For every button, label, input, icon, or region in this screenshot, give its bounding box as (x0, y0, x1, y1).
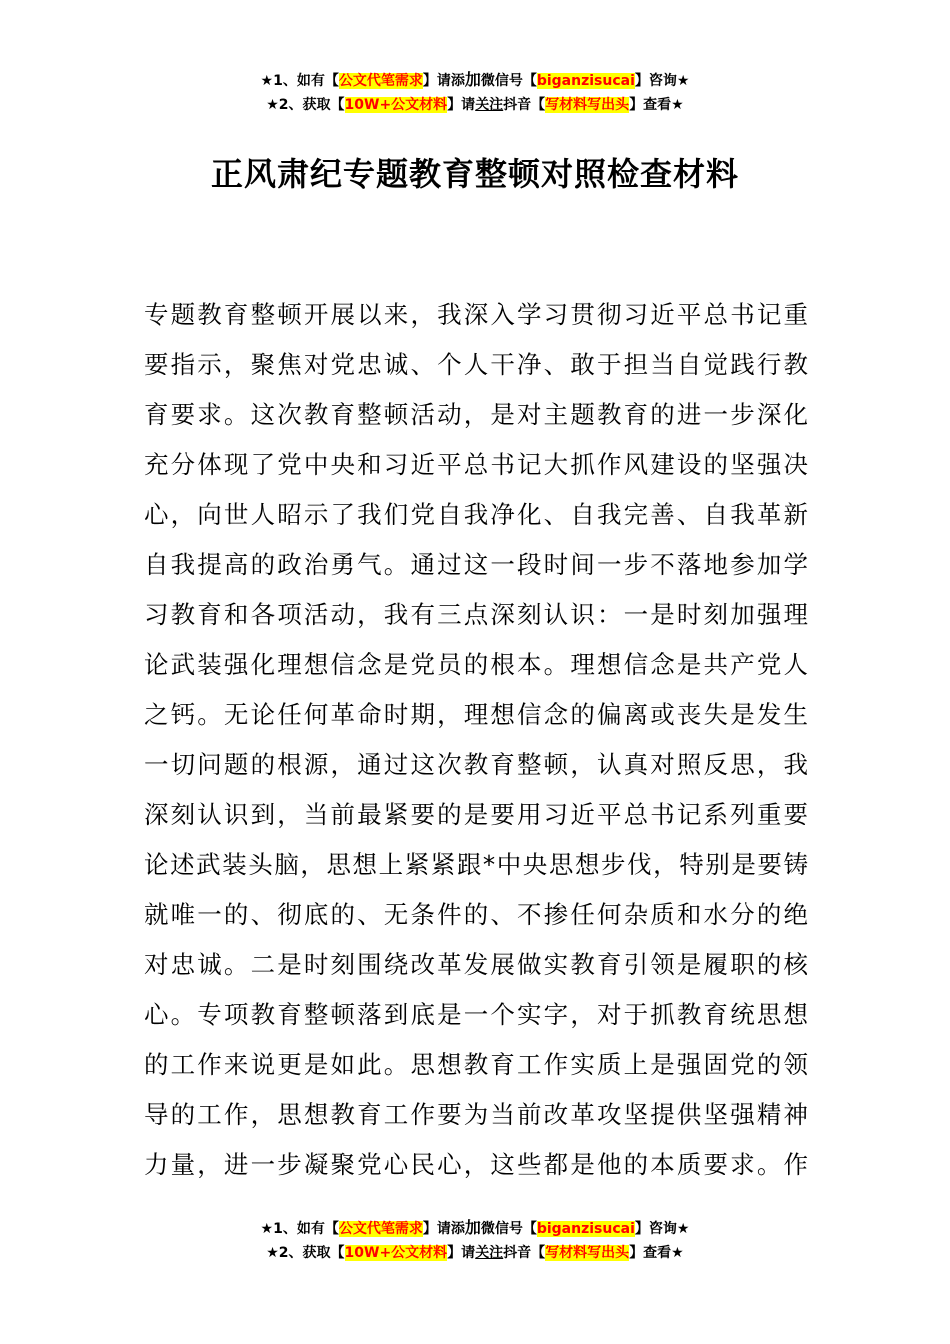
highlight-douyin-account: 写材料写出头 (545, 97, 630, 113)
footer-banner-line-1 (0, 1216, 950, 1241)
banner-text: 】查看★ (629, 97, 684, 113)
body-line: 导的工作，思想教育工作要为当前改革攻坚提供坚强精神 (144, 1100, 808, 1129)
banner-emphasis: 加 (464, 1218, 481, 1237)
body-line: 自我提高的政治勇气。通过这一段时间一步不落地参加学 (144, 550, 808, 579)
banner-text: 】请添 (422, 73, 465, 89)
banner-text: 抖音【 (503, 97, 546, 113)
header-banner-line-2 (0, 93, 950, 117)
banner-text: 】查看★ (629, 1245, 684, 1261)
banner-text: ★2、获取【 (266, 97, 345, 113)
body-line: 论述武装头脑，思想上紧紧跟*中央思想步伐，特别是要铸 (144, 850, 808, 879)
footer-banner (0, 1216, 950, 1265)
body-line: 心，向世人昭示了我们党自我净化、自我完善、自我革新 (144, 500, 808, 529)
highlight-writing-service: 公文代笔需求 (338, 73, 423, 89)
highlight-douyin-account: 写材料写出头 (545, 1245, 630, 1261)
banner-emphasis: 关注 (475, 97, 504, 113)
body-line: 心。专项教育整顿落到底是一个实字，对于抓教育统思想 (144, 1000, 808, 1029)
highlight-materials: 10W+公文材料 (344, 1245, 448, 1261)
highlight-wechat-id: biganzisucai (536, 73, 635, 89)
body-line: 就唯一的、彻底的、无条件的、不掺任何杂质和水分的绝 (144, 900, 808, 929)
banner-text: 抖音【 (503, 1245, 546, 1261)
banner-emphasis: 关注 (475, 1245, 504, 1261)
banner-text: ★1、如有【 (260, 1221, 339, 1237)
body-line: 力量，进一步凝聚党心民心，这些都是他的本质要求。作 (144, 1150, 808, 1179)
body-line: 的工作来说更是如此。思想教育工作实质上是强固党的领 (144, 1050, 808, 1079)
banner-text: 】咨询★ (634, 73, 690, 89)
document-body (144, 290, 808, 1190)
body-line: 对忠诚。二是时刻围绕改革发展做实教育引领是履职的核 (144, 950, 808, 979)
header-banner-line-1 (0, 68, 950, 93)
banner-text: 微信号【 (480, 73, 537, 89)
highlight-wechat-id: biganzisucai (536, 1221, 635, 1237)
banner-text: 微信号【 (480, 1221, 537, 1237)
body-line: 要指示，聚焦对党忠诚、个人干净、敢于担当自觉践行教 (144, 350, 808, 379)
body-line: 深刻认识到，当前最紧要的是要用习近平总书记系列重要 (144, 800, 808, 829)
banner-text: 】请添 (422, 1221, 465, 1237)
banner-text: 】请 (447, 97, 476, 113)
banner-emphasis: 加 (464, 70, 481, 89)
banner-text: ★1、如有【 (260, 73, 339, 89)
body-line: 论武装强化理想信念是党员的根本。理想信念是共产党人 (144, 650, 808, 679)
banner-text: ★2、获取【 (266, 1245, 345, 1261)
body-line: 专题教育整顿开展以来，我深入学习贯彻习近平总书记重 (144, 300, 808, 329)
highlight-writing-service: 公文代笔需求 (338, 1221, 423, 1237)
footer-banner-line-2 (0, 1241, 950, 1265)
body-line: 之钙。无论任何革命时期，理想信念的偏离或丧失是发生 (144, 700, 808, 729)
body-line: 一切问题的根源，通过这次教育整顿，认真对照反思，我 (144, 750, 808, 779)
header-banner (0, 68, 950, 117)
body-line: 充分体现了党中央和习近平总书记大抓作风建设的坚强决 (144, 450, 808, 479)
banner-text: 】请 (447, 1245, 476, 1261)
document-title: 正风肃纪专题教育整顿对照检查材料 (210, 155, 739, 193)
banner-text: 】咨询★ (634, 1221, 690, 1237)
body-line: 习教育和各项活动，我有三点深刻认识：一是时刻加强理 (144, 600, 808, 629)
highlight-materials: 10W+公文材料 (344, 97, 448, 113)
body-line: 育要求。这次教育整顿活动，是对主题教育的进一步深化 (144, 400, 808, 429)
